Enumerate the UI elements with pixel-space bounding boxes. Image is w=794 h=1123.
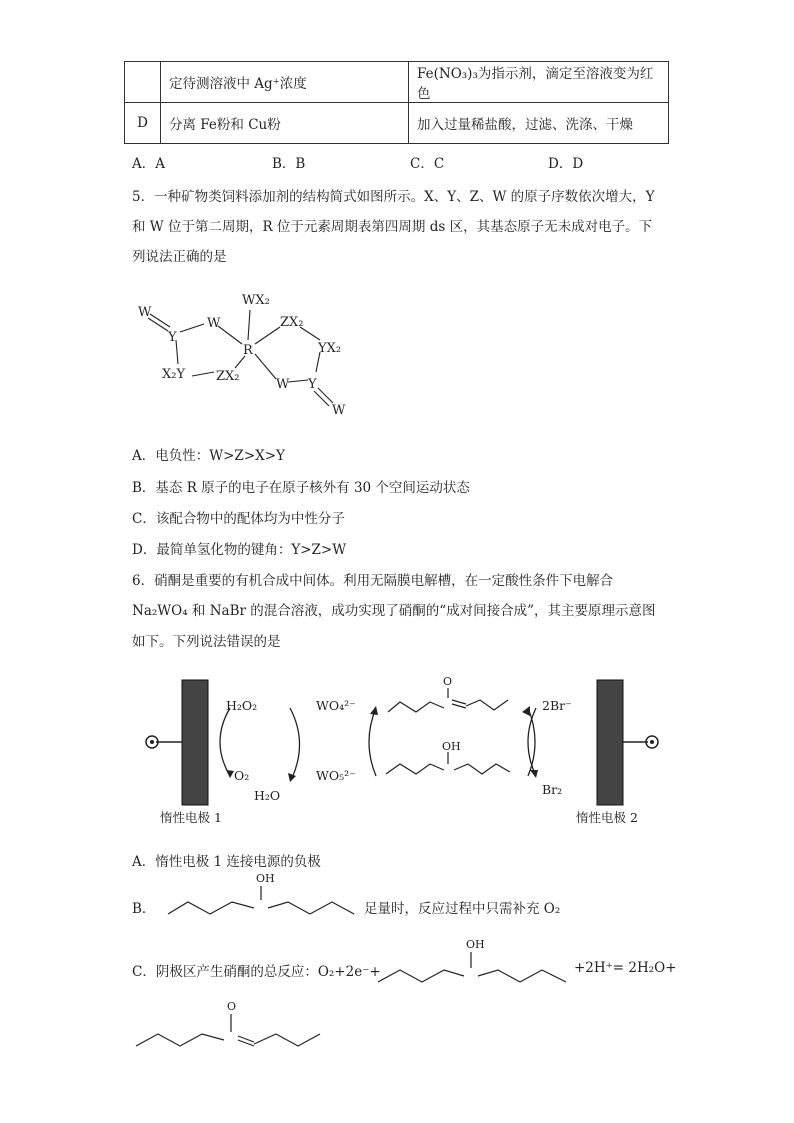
w-eq-right-label: W [332,403,346,418]
table-row [125,103,669,144]
q6-stem-line: Na₂WO₄ 和 NaBr 的混合溶液，成功实现了硝酮的“成对间接合成”，其主要原理示意图 [132,603,656,619]
q6-option-c-o: O [227,1000,237,1013]
q5-structure-diagram [130,282,370,422]
q6-option-b-oh: OH [256,872,275,885]
row-method: Fe(NO₃)₃为指示剂，滴定至溶液变为红色 [409,62,669,103]
o2-label: O₂ [234,768,250,783]
arrow-icon [226,770,234,778]
q6-stem-line: 6．硝酮是重要的有机合成中间体。利用无隔膜电解槽，在一定酸性条件下电解合 [132,573,614,589]
y-left-label: Y [168,330,177,345]
q6-option-b-prefix[interactable]: B． [132,901,156,917]
r-label: R [243,343,253,358]
br2-label: Br₂ [542,782,563,797]
row-task: 定待测溶液中 Ag⁺浓度 [161,62,409,103]
arrow-icon [530,770,538,778]
q5-stem-line: 列说法正确的是 [132,249,227,265]
row-label [125,62,161,103]
q5-option-b[interactable]: B．基态 R 原子的电子在原子核外有 30 个空间运动状态 [132,480,470,496]
arrow-icon [522,706,530,716]
q6-option-c-suffix: +2H⁺= 2H₂O+ [574,960,677,976]
q5-option-c[interactable]: C．该配合物中的配体均为中性分子 [132,511,345,527]
q6-option-c-reactant [372,932,572,988]
y-right-label: Y [308,377,317,392]
q6-option-c-prefix[interactable]: C．阴极区产生硝酮的总反应：O₂+2e⁻+ [132,964,381,980]
q5-stem-line: 和 W 位于第二周期，R 位于元素周期表第四周期 ds 区，其基态原子无未成对电子。下 [132,219,653,235]
zx2-left-label: ZX₂ [216,369,240,384]
yx2-label: YX₂ [318,341,342,356]
wo5-label: WO₅²⁻ [316,768,356,783]
wx2-label: WX₂ [242,293,270,308]
row-method: 加入过量稀盐酸，过滤、洗涤、干燥 [409,103,669,144]
table-row [125,62,669,103]
w-top-label: W [207,316,221,331]
x2y-label: X₂Y [162,367,186,382]
h2o-label: H₂O [254,788,281,803]
arrow-icon [370,706,378,715]
oh-mid-label: OH [442,740,461,753]
q6-option-b-suffix: 足量时，反应过程中只需补充 O₂ [364,901,561,917]
row-label: D [125,103,161,144]
q5-stem-line: 5．一种矿物类饲料添加剂的结构简式如图所示。X、Y、Z、W 的原子序数依次增大，Y [132,189,655,205]
q6-option-b-structure [160,868,360,920]
electrode-2-label: 惰性电极 2 [576,810,638,825]
h2o2-label: H₂O₂ [226,698,258,713]
q4-option-c[interactable]: C．C [410,156,445,172]
q6-stem-line: 如下。下列说法错误的是 [132,634,281,650]
q4-option-b[interactable]: B．B [272,156,306,172]
q4-option-a[interactable]: A．A [132,156,165,172]
q5-option-a[interactable]: A．电负性：W>Z>X>Y [132,448,285,464]
w-eq-left-label: W [138,305,152,320]
arrow-icon [288,773,296,782]
q4-option-d[interactable]: D．D [548,156,584,172]
q6-option-a[interactable]: A．惰性电极 1 连接电源的负极 [132,854,321,870]
br-minus-label: 2Br⁻ [542,698,572,713]
q6-option-c-product [130,996,340,1058]
electrode-2 [597,680,623,805]
o-top-label: O [443,675,453,688]
electrode-1-label: 惰性电极 1 [160,810,222,825]
w-right-label: W [276,377,290,392]
electrode-1 [182,680,208,805]
zx2-right-label: ZX₂ [280,315,304,330]
q5-option-d[interactable]: D．最简单氢化物的键角：Y>Z>W [132,542,347,558]
q6-option-c-oh: OH [466,938,485,951]
row-task: 分离 Fe粉和 Cu粉 [161,103,409,144]
wo4-label: WO₄²⁻ [316,698,356,713]
electrolysis-diagram [130,670,670,830]
experiment-table [124,61,669,144]
